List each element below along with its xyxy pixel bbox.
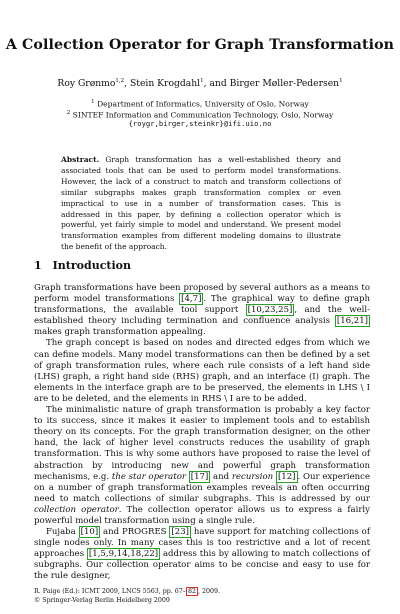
author-name: Birger Møller-Pedersen	[229, 78, 340, 90]
abstract	[61, 155, 341, 253]
page-footer	[34, 588, 220, 605]
section-heading	[34, 259, 131, 272]
footer-text: R. Paige (Ed.): ICMT 2009, LNCS 5563, pp. 67–	[34, 588, 186, 595]
email-line	[0, 119, 400, 130]
affiliation-mark: 1	[91, 99, 95, 105]
paper-title: A Collection Operator for Graph Transformation	[5, 37, 395, 53]
paragraph	[34, 338, 370, 405]
citation-link[interactable]: [10,23,25]	[247, 305, 293, 316]
footer-citation	[34, 588, 220, 597]
page-number-link[interactable]: 82	[187, 588, 196, 595]
section-title: Introduction	[52, 259, 131, 272]
author-name: Stein Krogdahl	[129, 78, 201, 90]
abstract-label: Abstract.	[61, 155, 100, 164]
citation-link[interactable]: [1,5,9,14,18,22]	[88, 549, 159, 560]
section-number: 1	[34, 259, 42, 272]
emphasis-text: collection operator	[34, 504, 119, 515]
citation-link[interactable]: [23]	[171, 527, 189, 538]
paragraph-text: , and the well-established theory including termination and confluence analysis	[34, 305, 370, 327]
paragraph-text: . The graphical way to define graph transformations, the available tool support	[34, 294, 370, 316]
author-name: Roy Grønmo	[57, 78, 116, 90]
affiliation-mark: 2	[66, 110, 71, 116]
footer-text: , 2009.	[197, 588, 220, 595]
paragraph-text: and PROGRES	[100, 527, 170, 538]
paragraph-text: Graph transformations have been proposed by several authors as a means to perform model transformations	[34, 283, 370, 305]
paragraph-text: . Our experience on a number of graph transformation examples reveals an often occurring need to match collections of similar subgraphs. This is addressed by our	[34, 471, 371, 504]
abstract-text: Graph transformation has a well-established theory and associated tools that can be used to perform model transformations. However, the lack of a construct to match and transform collections of similar subgraphs makes graph transformation complex or even impractical to use in a number of transformation cases. This is addressed in this paper, by defining a collection operator which is powerful, yet fairly simple to model and understand. We present model transformation examples from different modeling domains to illustrate the benefit of the approach.	[61, 155, 342, 252]
emphasis-text: recursion	[231, 471, 274, 482]
affiliation-text: Department of Informatics, University of Oslo, Norway	[97, 99, 309, 109]
citation-link[interactable]: [4,7]	[181, 294, 202, 305]
paragraph-text: have support for matching collections of single nodes only. In many cases this is too restrictive and a lot of recent approaches	[34, 527, 370, 560]
body-text	[34, 283, 370, 583]
paragraph-text: Fujaba	[46, 527, 79, 538]
paragraph	[34, 283, 370, 338]
emphasis-text: the star operator	[111, 471, 186, 482]
citation-link[interactable]: [16,21]	[336, 316, 368, 327]
affiliation-text: SINTEF Information and Communication Technology, Oslo, Norway	[72, 110, 334, 120]
citation-link[interactable]: [17]	[190, 471, 209, 482]
paragraph	[34, 527, 370, 582]
paragraph-text: The minimalistic nature of graph transformation is probably a key factor to its success, since it makes it easier to implement tools and to establish theory on its concepts. For the graph transformation designer, on the other hand, the lack of higher level constructs reduces the usability of graph transformation. This is why some authors have proposed to raise the level of abstraction by introducing new and powerful graph transformation mechanisms, e.g.	[34, 405, 370, 482]
author-affil-mark: 1	[200, 78, 204, 84]
paragraph	[34, 405, 370, 527]
paragraph-text: . The collection operator allows us to express a fairly powerful model transformation using a single rule.	[34, 504, 370, 526]
citation-link[interactable]: [12]	[277, 471, 296, 482]
paragraph-text: and	[210, 471, 232, 482]
author-affil-mark: 1,2	[115, 78, 125, 84]
author-email: {roygr,birger,steinkr}@ifi.uio.no	[128, 119, 272, 128]
author-affil-mark: 1	[339, 78, 343, 84]
footer-copyright: © Springer-Verlag Berlin Heidelberg 2009	[34, 596, 170, 604]
author-list: Roy Grønmo$^{1,2}$, Stein Krogdahl$^1$, and Birger Møller-Pedersen$^1$	[57, 78, 343, 90]
paragraph-text: makes graph transformation appealing.	[34, 327, 206, 338]
paragraph-text: The graph concept is based on nodes and directed edges from which we can define models. Many model transformations can then be defined by a set of graph transformation rules, where each rule consists of a left hand side (LHS) graph, a right hand side (RHS) graph, and an interface (I) graph. The elements in the interface graph are to be preserved, the elements in LHS \ I are to be deleted, and the elements in RHS \ I are to be added.	[34, 338, 370, 404]
citation-link[interactable]: [10]	[80, 527, 99, 538]
paragraph-text: address this by allowing to match collections of subgraphs. Our collection operator aims to be concise and easy to use for the rule designer,	[34, 549, 370, 582]
